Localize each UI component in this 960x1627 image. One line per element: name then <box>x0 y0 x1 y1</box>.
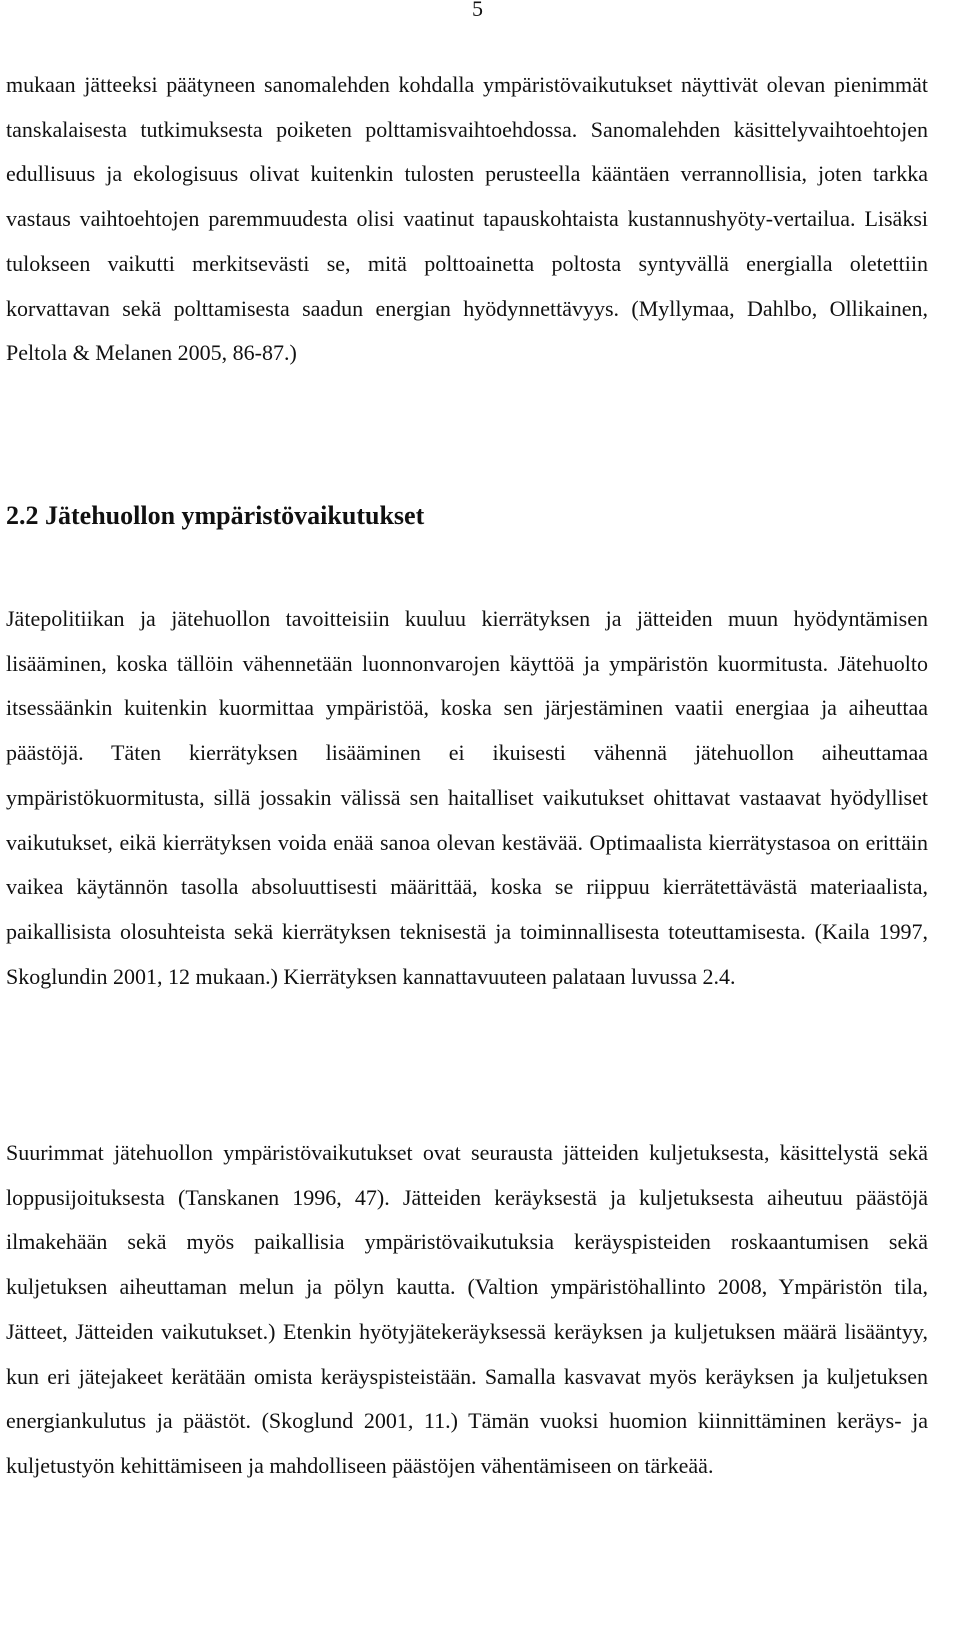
section-heading: 2.2 Jätehuollon ympäristövaikutukset <box>6 501 425 530</box>
page-number: 5 <box>472 0 483 21</box>
body-paragraph: Suurimmat jätehuollon ympäristövaikutukset ovat seurausta jätteiden kuljetuksesta, käsittelystä sekä loppusijoituksesta (Tanskanen 1996, 47). Jätteiden keräyksestä ja kuljetuksesta aiheutuu päästöjä ilmakehään sekä myös paikallisia ympäristövaikutuksia keräyspisteiden roskaantumisen sekä kuljetuksen aiheuttaman melun ja pölyn kautta. (Valtion ympäristöhallinto 2008, Ympäristön tila, Jätteet, Jätteiden vaikutukset.) Etenkin hyötyjätekeräyksessä keräyksen ja kuljetuksen määrä lisääntyy, kun eri jätejakeet kerätään omista keräyspisteistään. Samalla kasvavat myös keräyksen ja kuljetuksen energiankulutus ja päästöt. (Skoglund 2001, 11.) Tämän vuoksi huomion kiinnittäminen keräys- ja kuljetustyön kehittämiseen ja mahdolliseen päästöjen vähentämiseen on tärkeää. <box>6 1140 928 1478</box>
body-paragraph: Jätepolitiikan ja jätehuollon tavoitteisiin kuuluu kierrätyksen ja jätteiden muun hyödyntämisen lisääminen, koska tällöin vähennetään luonnonvarojen käyttöä ja ympäristön kuormitusta. Jätehuolto itsessäänkin kuitenkin kuormittaa ympäristöä, koska sen järjestäminen vaatii energiaa ja aiheuttaa päästöjä. Täten kierrätyksen lisääminen ei ikuisesti vähennä jätehuollon aiheuttamaa ympäristökuormitusta, sillä jossakin välissä sen haitalliset vaikutukset ohittavat vastaavat hyödylliset vaikutukset, eikä kierrätyksen voida enää sanoa olevan kestävää. Optimaalista kierrätystasoa on erittäin vaikea käytännön tasolla absoluuttisesti määrittää, koska se riippuu kierrätettävästä materiaalista, paikallisista olosuhteista sekä kierrätyksen teknisestä ja toiminnallisesta toteuttamisesta. (Kaila 1997, Skoglundin 2001, 12 mukaan.) Kierrätyksen kannattavuuteen palataan luvussa 2.4. <box>6 606 928 989</box>
body-paragraph: mukaan jätteeksi päätyneen sanomalehden kohdalla ympäristövaikutukset näyttivät olevan pienimmät tanskalaisesta tutkimuksesta poiketen polttamisvaihtoehdossa. Sanomalehden käsittelyvaihtoehtojen edullisuus ja ekologisuus olivat kuitenkin tulosten perusteella kääntäen verrannollisia, joten tarkka vastaus vaihtoehtojen paremmuudesta olisi vaatinut tapauskohtaista kustannushyöty-vertailua. Lisäksi tulokseen vaikutti merkitsevästi se, mitä polttoainetta poltosta syntyvällä energialla oletettiin korvattavan sekä polttamisesta saadun energian hyödynnettävyys. (Myllymaa, Dahlbo, Ollikainen, Peltola & Melanen 2005, 86-87.) <box>6 72 928 366</box>
